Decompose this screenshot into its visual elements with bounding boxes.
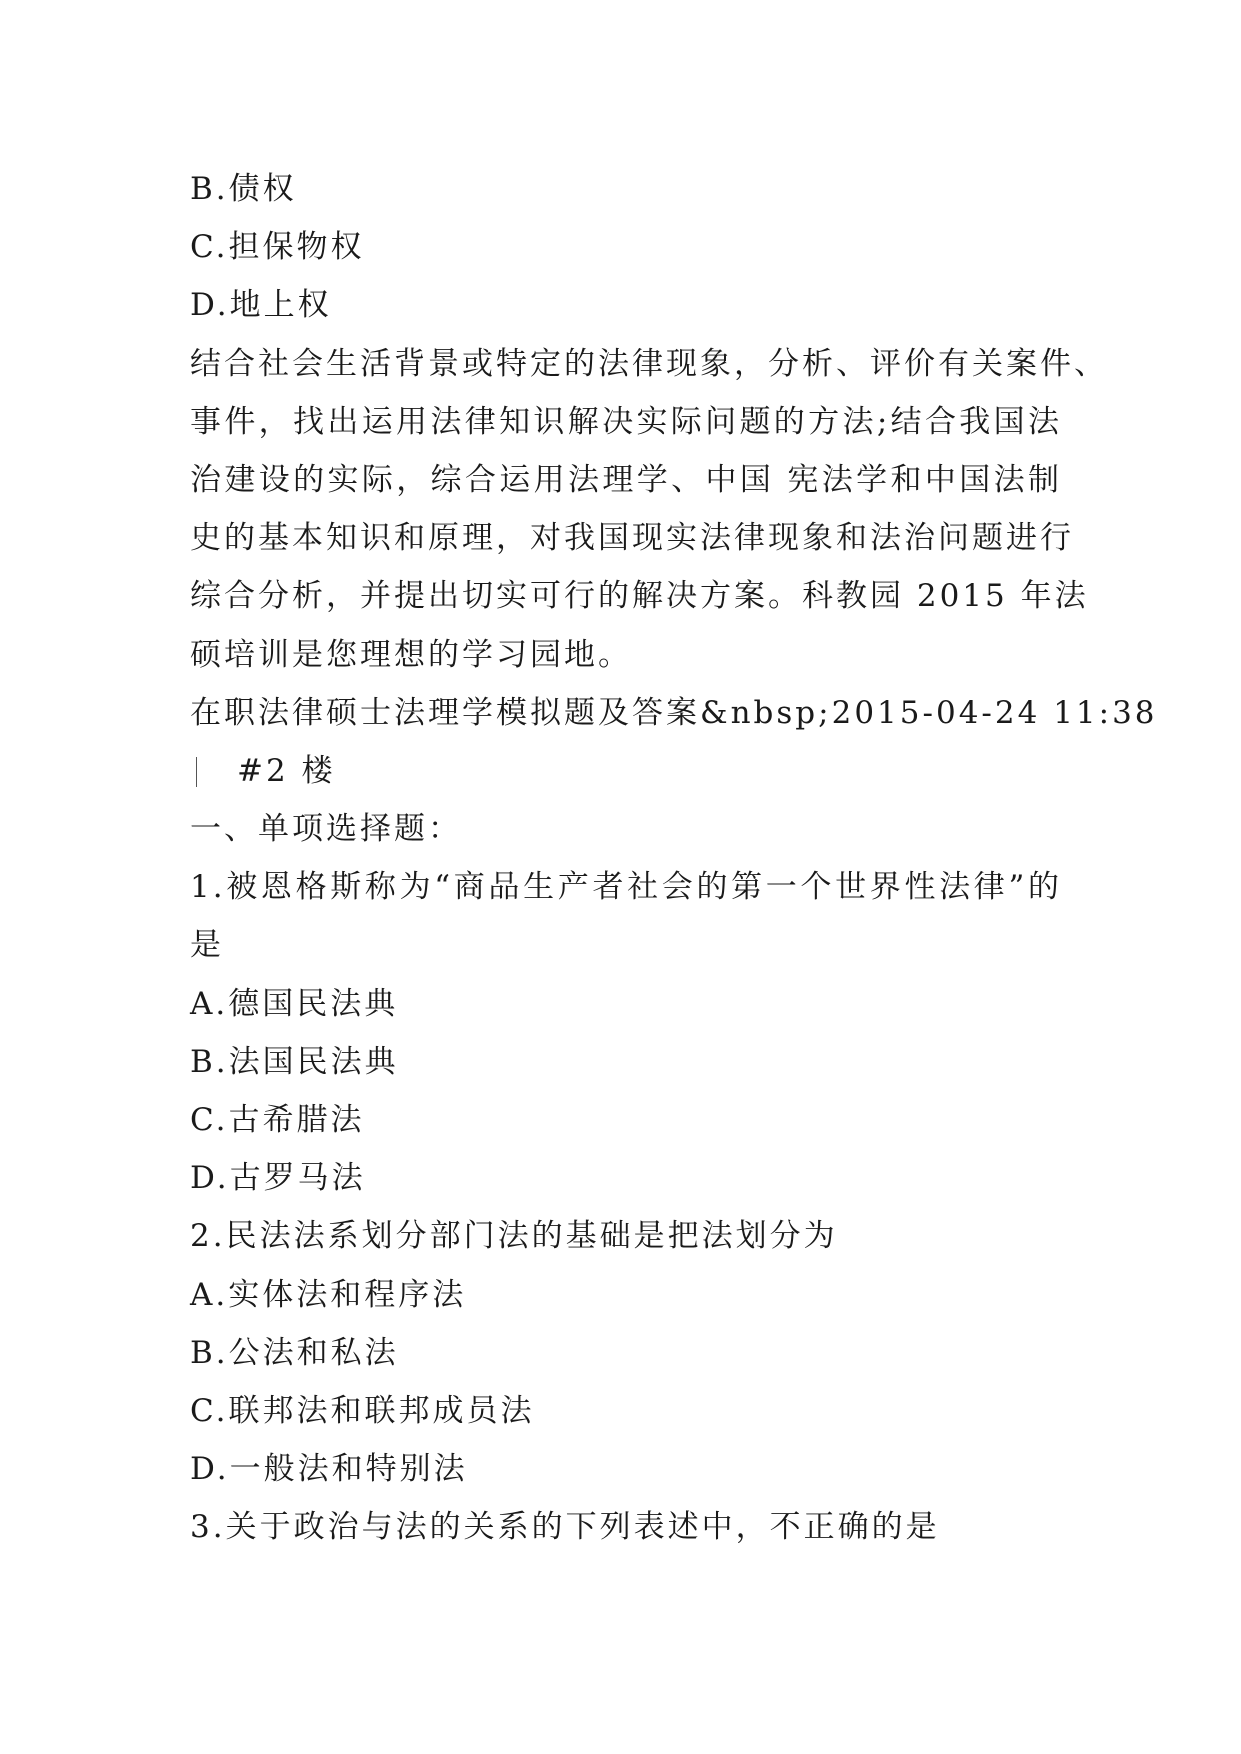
option-line: D.地上权 xyxy=(190,287,332,324)
vertical-separator xyxy=(196,757,197,787)
option-line: B.公法和私法 xyxy=(190,1334,399,1371)
option-line: C.古希腊法 xyxy=(190,1102,365,1138)
floor-label-line xyxy=(190,742,1062,800)
option-line: C.担保物权 xyxy=(190,229,365,266)
option-line: D.古罗马法 xyxy=(190,1160,366,1197)
paragraph-line: 硕培训是您理想的学习园地。 xyxy=(190,636,632,673)
option-line: A.实体法和程序法 xyxy=(190,1276,467,1313)
paragraph-line: 综合分析，并提出切实可行的解决方案。科教园 2015 年法 xyxy=(190,578,1089,615)
option-line: C.联邦法和联邦成员法 xyxy=(190,1392,535,1429)
document-body xyxy=(190,160,1158,1557)
post-header-line: 在职法律硕士法理学模拟题及答案&nbsp;2015-04-24 11:38 xyxy=(190,694,1158,731)
section-heading: 一、单项选择题： xyxy=(190,811,462,848)
question-line: 1.被恩格斯称为“商品生产者社会的第一个世界性法律”的 xyxy=(190,869,1062,906)
paragraph-line: 结合社会生活背景或特定的法律现象，分析、评价有关案件、 xyxy=(190,345,1108,382)
paragraph-line: 治建设的实际，综合运用法理学、中国 宪法学和中国法制 xyxy=(190,461,1062,498)
question-line: 是 xyxy=(190,927,224,964)
option-line: D.一般法和特别法 xyxy=(190,1451,468,1488)
option-line: B.债权 xyxy=(190,171,297,207)
option-line: B.法国民法典 xyxy=(190,1043,399,1080)
option-line: A.德国民法典 xyxy=(190,985,399,1022)
floor-label: #2 楼 xyxy=(237,752,336,789)
paragraph-line: 事件，找出运用法律知识解决实际问题的方法;结合我国法 xyxy=(190,403,1062,440)
paragraph-line: 史的基本知识和原理，对我国现实法律现象和法治问题进行 xyxy=(190,520,1074,557)
question-line: 2.民法法系划分部门法的基础是把法划分为 xyxy=(190,1218,838,1255)
question-line: 3.关于政治与法的关系的下列表述中，不正确的是 xyxy=(190,1509,940,1546)
